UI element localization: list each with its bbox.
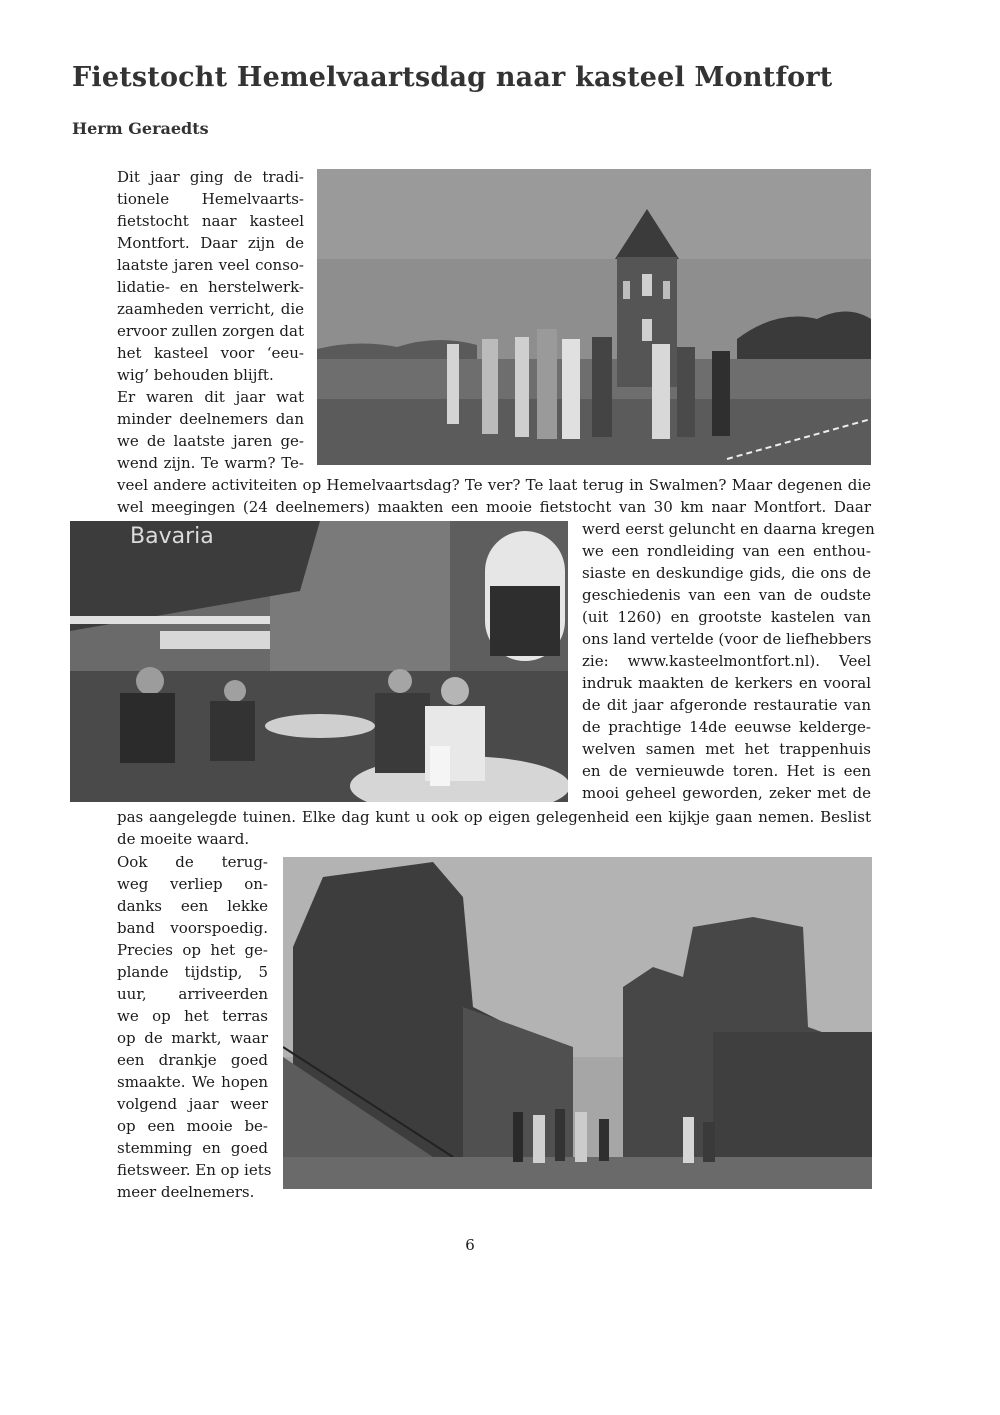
- text-line: wend zijn. Te warm? Te-: [117, 454, 304, 472]
- text-line: fietsweer. En op iets: [117, 1161, 272, 1179]
- text-line: geschiedenis van een van de oudste: [582, 586, 871, 604]
- text-line: de prachtige 14de eeuwse kelderge-: [582, 718, 871, 736]
- text-line: Ook de terug-: [117, 853, 268, 871]
- text-line: en de vernieuwde toren. Het is een: [582, 762, 871, 780]
- text-line: (uit 1260) en grootste kastelen van: [582, 608, 871, 626]
- text-line: het kasteel voor ‘eeu-: [117, 344, 304, 362]
- text-line: de dit jaar afgeronde restauratie van: [582, 696, 871, 714]
- text-line: tionele Hemelvaarts-: [117, 190, 304, 208]
- text-line: op de markt, waar: [117, 1029, 268, 1047]
- text-line: welven samen met het trappenhuis: [582, 740, 871, 758]
- text-line: stemming en goed: [117, 1139, 268, 1157]
- text-line: veel andere activiteiten op Hemelvaartsdag? Te ver? Te laat terug in Swalmen? Maar degenen die: [117, 476, 871, 494]
- text-line: plande tijdstip, 5: [117, 963, 268, 981]
- page-number: 6: [465, 1236, 475, 1254]
- text-line: op een mooie be-: [117, 1117, 268, 1135]
- photo-castle-ruins: [283, 857, 872, 1189]
- text-line: band voorspoedig.: [117, 919, 268, 937]
- text-line: werd eerst geluncht en daarna kregen: [582, 520, 875, 538]
- umbrella-brand-text: Bavaria: [130, 524, 214, 549]
- text-line: we de laatste jaren ge-: [117, 432, 304, 450]
- text-line: zaamheden verricht, die: [117, 300, 304, 318]
- text-line: wig’ behouden blijft.: [117, 366, 274, 384]
- text-line: uur, arriveerden: [117, 985, 268, 1003]
- article-author: Herm Geraedts: [72, 119, 209, 138]
- text-line: wel meegingen (24 deelnemers) maakten een mooie fietstocht van 30 km naar Montfort. Daar: [117, 498, 871, 516]
- text-line: ervoor zullen zorgen dat: [117, 322, 304, 340]
- text-line: minder deelnemers dan: [117, 410, 304, 428]
- text-line: meer deelnemers.: [117, 1183, 255, 1201]
- text-line: danks een lekke: [117, 897, 268, 915]
- photo-terrace-lunch: [70, 521, 568, 802]
- text-line: indruk maakten de kerkers en vooral: [582, 674, 871, 692]
- text-line: Dit jaar ging de tradi-: [117, 168, 304, 186]
- text-line: fietstocht naar kasteel: [117, 212, 304, 230]
- text-line: een drankje goed: [117, 1051, 268, 1069]
- text-line: mooi geheel geworden, zeker met de: [582, 784, 871, 802]
- text-line: Montfort. Daar zijn de: [117, 234, 304, 252]
- text-line: laatste jaren veel conso-: [117, 256, 304, 274]
- text-line: zie: www.kasteelmontfort.nl). Veel: [582, 652, 871, 670]
- text-line: lidatie- en herstelwerk-: [117, 278, 304, 296]
- text-line: volgend jaar weer: [117, 1095, 268, 1113]
- text-line: de moeite waard.: [117, 830, 250, 848]
- text-line: smaakte. We hopen: [117, 1073, 268, 1091]
- text-line: Precies op het ge-: [117, 941, 268, 959]
- text-line: siaste en deskundige gids, die ons de: [582, 564, 871, 582]
- text-line: we op het terras: [117, 1007, 268, 1025]
- text-line: pas aangelegde tuinen. Elke dag kunt u ook op eigen gelegenheid een kijkje gaan nemen. Beslist: [117, 808, 871, 826]
- text-line: ons land vertelde (voor de liefhebbers: [582, 630, 872, 648]
- article-title: Fietstocht Hemelvaartsdag naar kasteel Montfort: [72, 62, 833, 93]
- text-line: Er waren dit jaar wat: [117, 388, 304, 406]
- text-line: weg verliep on-: [117, 875, 268, 893]
- photo-group-at-tower: [317, 169, 871, 465]
- text-line: we een rondleiding van een enthou-: [582, 542, 871, 560]
